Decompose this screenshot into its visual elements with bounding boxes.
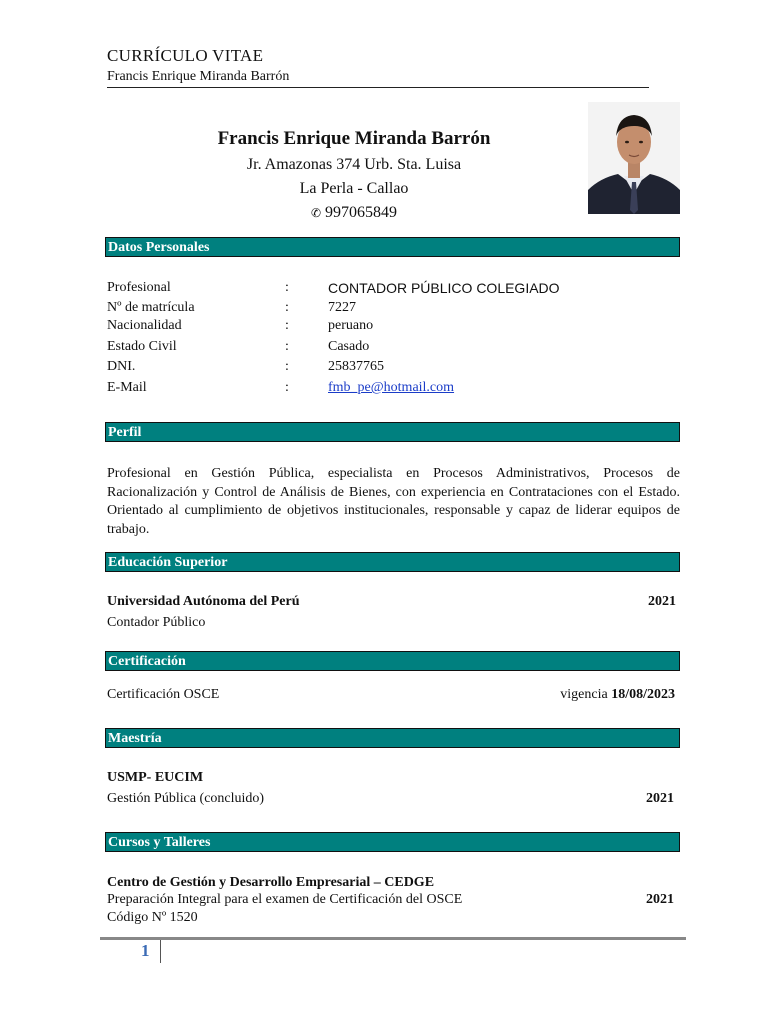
field-value: CONTADOR PÚBLICO COLEGIADO [328, 280, 560, 296]
field-value: peruano [328, 318, 374, 333]
personal-row-dni [107, 359, 680, 379]
personal-row-email [107, 380, 680, 400]
education-institution: Universidad Autónoma del Perú [107, 594, 300, 609]
section-header-courses: Cursos y Talleres [105, 832, 680, 852]
profile-paragraph: Profesional en Gestión Pública, especialista en Procesos Administrativos, Procesos de Racionalización y Control de Análisis de Bienes, con experiencia en Contrataciones con el Estado. Orientado al cumplimiento de objetivos institucionales, responsable y capaz de liderar equipos de trabajo. [107, 466, 680, 537]
section-header-profile: Perfil [105, 422, 680, 442]
field-label: Nacionalidad [107, 318, 182, 333]
education-year: 2021 [648, 594, 676, 609]
profile-photo [588, 102, 680, 214]
address-line-2: La Perla - Callao [299, 180, 409, 197]
field-separator: : [285, 280, 289, 295]
field-label: Profesional [107, 280, 171, 295]
field-label: DNI. [107, 359, 136, 374]
course-year: 2021 [646, 892, 674, 907]
phone-number: 997065849 [325, 204, 398, 221]
page-number: 1 [141, 941, 150, 960]
course-institution: Centro de Gestión y Desarrollo Empresarial – CEDGE [107, 875, 435, 890]
field-separator: : [285, 318, 289, 333]
masters-program: Gestión Pública (concluido) [107, 791, 265, 806]
certification-name: Certificación OSCE [107, 687, 220, 702]
field-value: 25837765 [328, 359, 384, 374]
field-separator: : [285, 380, 289, 395]
personal-row-profession [107, 280, 680, 300]
field-separator: : [285, 359, 289, 374]
personal-row-civil-status [107, 339, 680, 359]
field-separator: : [285, 339, 289, 354]
address-line-1: Jr. Amazonas 374 Urb. Sta. Luisa [246, 156, 462, 173]
personal-row-registration [107, 300, 680, 320]
section-header-certification: Certificación [105, 651, 680, 671]
phone-line [140, 204, 568, 222]
education-degree: Contador Público [107, 615, 206, 630]
field-value: Casado [328, 339, 370, 354]
field-value: 7227 [328, 300, 356, 315]
document-title: CURRÍCULO VITAE [107, 46, 264, 65]
field-separator: : [285, 300, 289, 315]
masters-institution: USMP- EUCIM [107, 770, 204, 785]
personal-row-nationality [107, 318, 680, 338]
section-header-education: Educación Superior [105, 552, 680, 572]
page-number-separator [160, 940, 161, 963]
field-label: E-Mail [107, 380, 147, 395]
course-code: Código Nº 1520 [107, 910, 198, 925]
header-divider [107, 87, 649, 88]
certification-validity [470, 687, 675, 703]
field-label: Nº de matrícula [107, 300, 195, 315]
course-name: Preparación Integral para el examen de Certificación del OSCE [107, 892, 463, 907]
field-label: Estado Civil [107, 339, 177, 354]
validity-date: 18/08/2023 [611, 687, 675, 702]
validity-label: vigencia [560, 687, 608, 702]
phone-icon: ✆ [310, 206, 322, 220]
email-link[interactable]: fmb_pe@hotmail.com [328, 380, 455, 395]
header-name: Francis Enrique Miranda Barrón [107, 69, 290, 84]
section-header-masters: Maestría [105, 728, 680, 748]
candidate-name: Francis Enrique Miranda Barrón [217, 128, 491, 149]
masters-year: 2021 [646, 791, 674, 806]
section-header-personal: Datos Personales [105, 237, 680, 257]
footer-divider [100, 937, 686, 940]
